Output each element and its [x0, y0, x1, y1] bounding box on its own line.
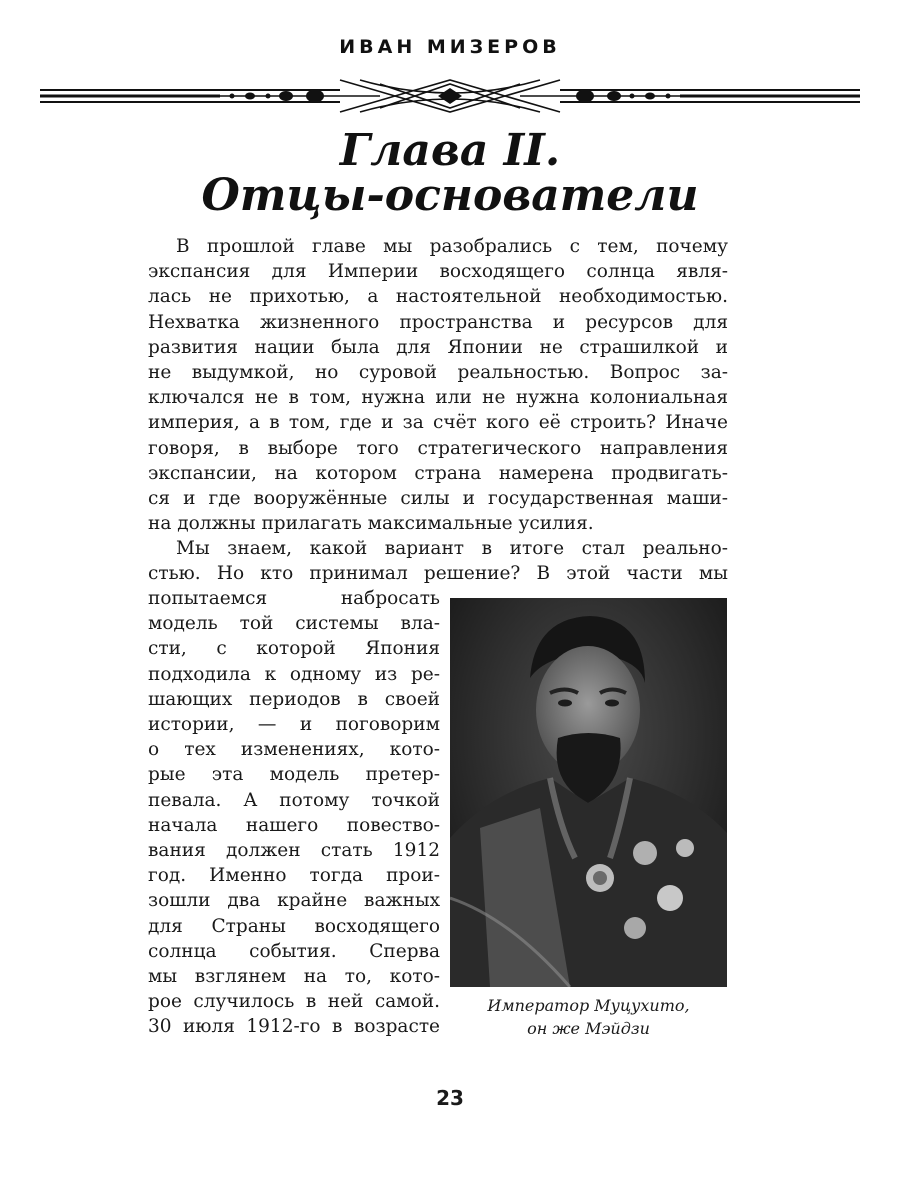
text-line: Мы знаем, какой вариант в итоге стал реально- [176, 538, 728, 559]
text-line: подходила к одному из ре- [148, 663, 440, 685]
page-number: 23 [436, 1086, 464, 1110]
text-line: Нехватка жизненного пространства и ресурсов для [148, 311, 728, 333]
chapter-title [0, 125, 900, 221]
header-ornament [40, 76, 860, 116]
text-line: начала нашего повество- [148, 814, 440, 836]
text-line: на должны прилагать максимальные усилия. [148, 513, 594, 535]
text-line: мы взглянем на то, кото- [148, 966, 440, 988]
chapter-name: Отцы-основатели [201, 170, 699, 221]
text-line: 30 июля 1912-го в возрасте [148, 1016, 440, 1038]
text-line: попытаемся набросать [148, 588, 440, 609]
text-line: рое случилось в ней самой. [148, 991, 440, 1013]
text-line: развития нации была для Японии не страшилкой и [148, 336, 728, 358]
text-line: ся и где вооружённые силы и государственная маши- [148, 488, 728, 510]
text-line: солнца события. Сперва [148, 940, 440, 962]
text-line: сти, с которой Япония [148, 638, 440, 660]
paragraph-1 [148, 234, 728, 536]
text-line: экспансии, на котором страна намерена продвигать- [148, 462, 728, 484]
text-line: ключался не в том, нужна или не нужна колониальная [148, 387, 728, 409]
caption-line: он же Мэйдзи [527, 1019, 650, 1038]
text-line: экспансия для Империи восходящего солнца явля- [148, 261, 728, 283]
caption-line: Император Муцухито, [487, 996, 690, 1015]
text-line: шающих периодов в своей [148, 688, 440, 710]
text-line: модель той системы вла- [148, 613, 440, 635]
text-line: не выдумкой, но суровой реальностью. Вопрос за- [148, 362, 728, 384]
text-line: истории, — и поговорим [148, 714, 440, 736]
text-line: стью. Но кто принимал решение? В этой части мы [148, 563, 728, 585]
figure-caption [450, 994, 727, 1040]
text-line: о тех изменениях, кото- [148, 739, 440, 761]
emperor-portrait-photo [450, 598, 727, 987]
text-line: год. Именно тогда прои- [148, 865, 440, 887]
text-line: империя, а в том, где и за счёт кого её строить? Иначе [148, 412, 728, 434]
text-line: говоря, в выборе того стратегического направления [148, 437, 728, 459]
text-line: для Страны восходящего [148, 915, 440, 937]
running-head-author: ИВАН МИЗЕРОВ [339, 36, 561, 58]
text-line: певала. А потому точкой [148, 789, 440, 811]
paragraph-2-column [148, 586, 440, 1040]
text-line: рые эта модель претер- [148, 764, 440, 786]
text-line: лась не прихотью, а настоятельной необходимостью. [148, 286, 728, 308]
text-line: зошли два крайне важных [148, 890, 440, 912]
chapter-number: Глава II. [339, 125, 561, 176]
text-line: вания должен стать 1912 [148, 840, 440, 862]
paragraph-2-lead [148, 536, 728, 586]
text-line: В прошлой главе мы разобрались с тем, почему [176, 236, 728, 257]
